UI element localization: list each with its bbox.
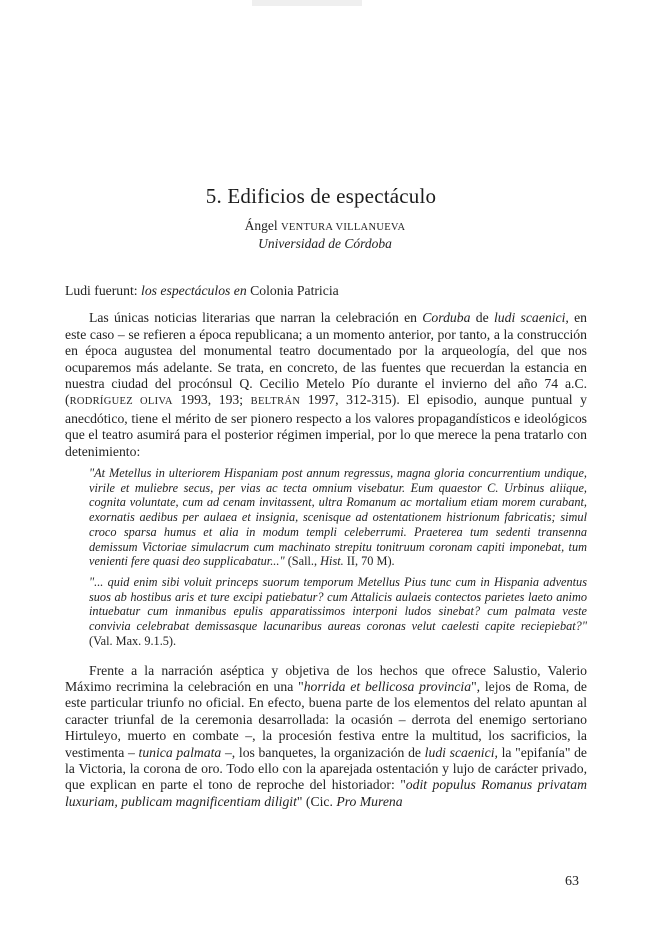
quote1-run: (Sall., [284,554,321,569]
paragraph2-run: " (Cic. [296,793,337,809]
quote1-run: "At Metellus in ulteriorem Hispaniam post annum regressus, magna gloria concurrentium undique, virile et muliebre secus, per vias ac tecta omnium visebatur. Eum quaestor C. Urbinus aliique, cognita voluntate, cum ad cenam invitassent, ultra Romanum ac mortalium etiam morem curabant, exornatis aedibus per aulaea et insignia, scenisque ad ostentationem histrionum fabricatis; simul croco sparsa humus et alia in modum templi celeberrumi. Praeterea tum sedenti transenna demissum Victoriae simulacrum cum machinato strepitu tonitruum coronam capiti imponebat, tum venienti fere quasi deo supplicabatur..." [89,466,587,569]
paragraph2-run: –, los banquetes, la organización de [221,744,425,760]
paragraph1-run: Corduba [422,310,471,326]
paragraph2-run: la "epifanía" de la Victoria, la corona de oro. Todo ello con la aparejada ostentación y lujo de carácter privado, que explican en parte el tono de reproche del historiador: " [65,744,588,793]
paragraph1-run: 1993, 193; [172,392,251,408]
quote1-run: Hist. [320,554,344,569]
paragraph2-run: horrida et bellicosa provincia [303,678,472,694]
chapter-title: 5. Edificios de espectáculo [205,184,437,208]
paragraph-gap [65,649,587,663]
section-heading-part3: Colonia Patricia [246,283,339,298]
paragraph1-run: de [470,310,494,326]
paragraph-1 [65,310,587,460]
author-name [0,218,650,234]
paragraph1-run: 1997, 312-315). El episodio, aunque puntual y anecdótico, tiene el mérito de ser pionero respecto a los valores propagandísticos e ideológicos que el teatro asumirá para el posterior régimen imperial, por lo que merece la pena tratarlo con detenimiento: [65,392,587,459]
author-last-name: VENTURA VILLANUEVA [281,222,406,233]
chapter-header [0,184,650,252]
quote2-run: "... quid enim sibi voluit princeps suorum temporum Metellus Pius tunc cum in Hispania adventus suos ab hostibus aris et ture excipi patiebatur? cum Attalicis aulaeis contectos parietes laeto animo intuebatur cum inmanibus epulis apparatissimos interponi ludos sinebat? cum palmata veste convivia celebrabat demissasque lacunaribus aureas coronas velut caelesti capite reciepiebat?" [89,574,587,634]
paragraph2-run: ", lejos de Roma, de este particular triunfo no oficial. En efecto, buena parte de los elementos del relato apuntan al caracter triunfal de la ceremonia desarrollada: la ocasión – derrota del enemigo sertoriano Hirtuleyo, muerto en combate –, la procesión festiva entre la multitud, los sacrificios, la vestimenta – [65,678,588,760]
author-affiliation: Universidad de Córdoba [258,236,392,251]
quote2-run: (Val. Max. 9.1.5). [89,633,177,648]
chapter-body [65,283,587,810]
paragraph2-run: Pro Murena [336,793,403,809]
paragraph2-run: ludi scaenici, [424,744,498,760]
section-heading-italic: los espectáculos en [141,283,247,298]
paragraph1-run: BELTRÁN [250,396,301,408]
paragraph1-run: RODRÍGUEZ OLIVA [69,396,173,408]
paragraph2-run: Frente a la narración aséptica y objetiva de los hechos que ofrece Salustio, Valerio Máximo recrimina la celebración en una " [65,662,587,694]
paragraph1-run: Las únicas noticias literarias que narran la celebración en [89,310,423,326]
paragraph2-run: odit populus Romanus privatam luxuriam, publicam magnificentiam diligit [65,777,587,809]
paragraph-2 [65,663,587,811]
paragraph1-run: ludi scaenici, [493,310,569,326]
author-first-name: Ángel [244,218,278,233]
page-number: 63 [565,874,579,889]
quote-sallust [89,466,587,569]
paragraph2-run: tunica palmata [138,744,222,760]
paragraph1-run: en este caso – se refieren a época republicana; a un momento anterior, por tanto, a la construcción en época augustea del monumental teatro documentado por la arqueología, del que nos ocuparemos más adelante. Se trata, en concreto, de las fuentes que recuerdan la estancia en nuestra ciudad del procónsul Q. Cecilio Metelo Pío durante el invierno del año 74 a.C. ( [65,310,587,408]
quote1-run: II, 70 M). [343,554,395,569]
section-heading [65,283,587,299]
quote-valerius-maximus [89,575,587,649]
section-heading-part1: Ludi fuerunt: [65,283,142,298]
scan-artifact [252,0,362,6]
